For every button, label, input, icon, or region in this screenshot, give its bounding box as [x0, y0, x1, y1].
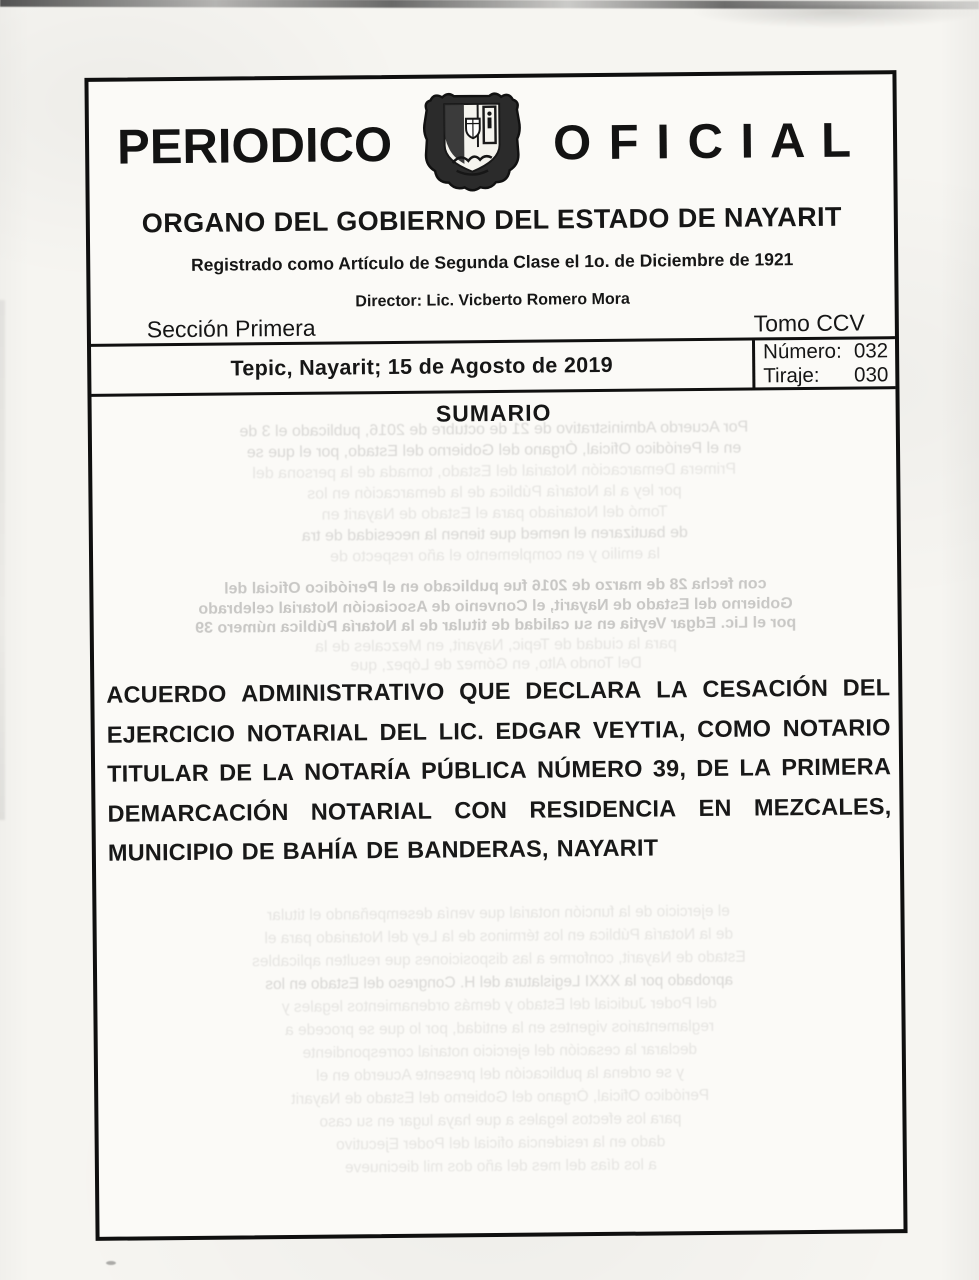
coat-of-arms-graphic — [422, 91, 523, 194]
word: NOTARÍA — [304, 758, 412, 786]
word: TITULAR — [106, 760, 210, 787]
bleedthrough-line: la emilio y en complemento el año respecto de — [329, 545, 661, 566]
word: DE — [219, 759, 253, 786]
notice-line — [108, 826, 892, 873]
dateline-row — [91, 336, 895, 397]
bleedthrough-line: Primera Demarcación Notarial del Estado, tomada de la persona del — [252, 460, 737, 483]
nayarit-coat-of-arms-icon — [422, 91, 523, 194]
word: PRIMERA — [781, 753, 892, 781]
word: VEYTIA, — [592, 715, 686, 743]
scan-smudge — [660, 5, 979, 29]
bleedthrough-line: en el Periódico Oficial, Órgano del Gobierno del Estado, por el que se — [246, 439, 742, 462]
word: NOTARIO — [782, 713, 891, 742]
word: DEL — [379, 718, 428, 745]
bleedthrough-line: Por Acuerdo Administrativo de 21 de octubre de 2016, publicado el 3 de — [239, 418, 749, 441]
word: ADMINISTRATIVO — [241, 678, 445, 707]
word: EJERCICIO — [106, 720, 236, 748]
word: DEL — [842, 674, 891, 701]
word: DE — [241, 838, 275, 865]
bleedthrough-line: Del Tondo Alto, en Gómez de López, que — [350, 654, 642, 675]
issue-tiraje-row — [763, 363, 888, 388]
word: DEMARCACIÓN — [107, 798, 289, 827]
word: EDGAR — [495, 716, 582, 744]
section-label: Sección Primera — [146, 314, 316, 343]
bleedthrough-line: el ejercicio de la función notarial que venía desempeñando el titular — [267, 902, 730, 925]
bleedthrough-line: de bautizaren el nemed que tienen la necesidad de tra — [301, 524, 688, 545]
bleedthrough-line: y se ordena la publicación del presente Acuerdo en el — [315, 1064, 685, 1085]
registration-line: Registrado como Artículo de Segunda Clase el 1o. de Diciembre de 1921 — [190, 249, 794, 275]
word: MEZCALES, — [753, 792, 892, 821]
bleedthrough-line: de la Notaría Pública en los términos de la Ley del Notariado para el — [264, 925, 734, 948]
issue-number-row — [763, 339, 888, 364]
bleedthrough-line: Gobierno del Estado de Nayarit, el Convenio de Asociación Notarial celebrado — [198, 594, 793, 618]
masthead-title-left: PERIODICO — [116, 117, 393, 175]
word: DE — [366, 837, 400, 864]
bleedthrough-line: con fecha 28 de marzo de 2016 fue publicado en el Periódico Oficial del — [224, 575, 767, 598]
bleedthrough-line: Tomó del Notariado para el Estado de Nayarit en — [321, 503, 668, 524]
issue-box — [752, 339, 895, 387]
word: ACUERDO — [106, 680, 227, 708]
scan-speck — [106, 1261, 116, 1265]
word: NOTARIAL — [246, 718, 369, 747]
bleedthrough-line: Estado de Nayarit, conforme a las disposiciones que resulten aplicables — [252, 948, 746, 971]
scan-smudge — [0, 300, 5, 820]
bleedthrough-upper — [112, 415, 877, 569]
bleedthrough-line: por el Lic. Edgar Veytia en su calidad de titular de la Notaría Pública número 39 — [195, 614, 797, 637]
bleedthrough-line: aprobado por la XXXI Legislatura del H. Congreso del Estado en los — [265, 971, 734, 994]
word: RESIDENCIA — [529, 795, 677, 823]
word: MUNICIPIO — [107, 838, 234, 866]
bleedthrough-line: para la ciudad de Tepic, Nayarit, en Mezcales de la — [314, 634, 677, 656]
masthead-title-right: O F I C I A L — [552, 113, 854, 171]
masthead — [89, 84, 894, 204]
bleedthrough-line: por ley a la Notaría Pública de la demarcación en los — [307, 482, 682, 503]
word: LA — [262, 759, 295, 786]
bleedthrough-line: Periódico Oficial, Órgano del Gobierno del Estado de Nayarit — [291, 1086, 710, 1108]
word: DECLARA — [525, 676, 642, 704]
notice-block — [106, 668, 892, 873]
word: NOTARIAL — [310, 797, 433, 825]
word: COMO — [697, 715, 772, 742]
bleedthrough-line: reglamentarios vigentes en la entidad, por lo que se procede a — [284, 1017, 715, 1040]
organ-line: ORGANO DEL GOBIERNO DEL ESTADO DE NAYARIT — [141, 201, 842, 239]
bleedthrough-lower — [116, 898, 883, 1181]
word: NÚMERO — [536, 755, 643, 783]
tome-label: Tomo CCV — [753, 309, 865, 337]
bleedthrough-middle — [113, 573, 878, 678]
word: DE — [696, 755, 730, 782]
issue-number-value: 032 — [853, 338, 889, 363]
bleedthrough-line: del Poder Judicial del Estado y demás ordenamientos legales y — [281, 994, 717, 1017]
word: QUE — [459, 678, 511, 705]
issue-number-label: Número: — [762, 339, 842, 363]
bleedthrough-line: para los efectos legales a que haya lugar en su caso — [319, 1110, 682, 1131]
issue-tiraje-value: 030 — [853, 362, 889, 387]
word: BANDERAS, — [407, 835, 549, 864]
word: LA — [739, 754, 772, 781]
word: 39, — [652, 755, 687, 782]
word: NAYARIT — [556, 834, 659, 862]
bleedthrough-line: declarar la cesación del ejercicio notarial correspondiente — [302, 1041, 698, 1062]
gazette-border-frame — [84, 70, 907, 1241]
dateline: Tepic, Nayarit; 15 de Agosto de 2019 — [230, 352, 614, 381]
word: CESACIÓN — [702, 675, 829, 703]
word: BAHÍA — [282, 837, 359, 865]
director-line: Director: Lic. Vicberto Romero Mora — [355, 290, 630, 311]
issue-tiraje-label: Tiraje: — [763, 363, 820, 387]
word: CON — [454, 796, 508, 824]
bleedthrough-line: a los días del mes del año dos mil diecinueve — [344, 1156, 657, 1177]
word: EN — [698, 794, 732, 821]
word: LA — [655, 676, 688, 703]
word: LIC. — [438, 717, 485, 745]
summary-heading: SUMARIO — [435, 399, 552, 427]
word: PÚBLICA — [420, 756, 528, 784]
bleedthrough-line: dado en la residencia oficial del Poder Ejecutivo — [336, 1133, 666, 1154]
